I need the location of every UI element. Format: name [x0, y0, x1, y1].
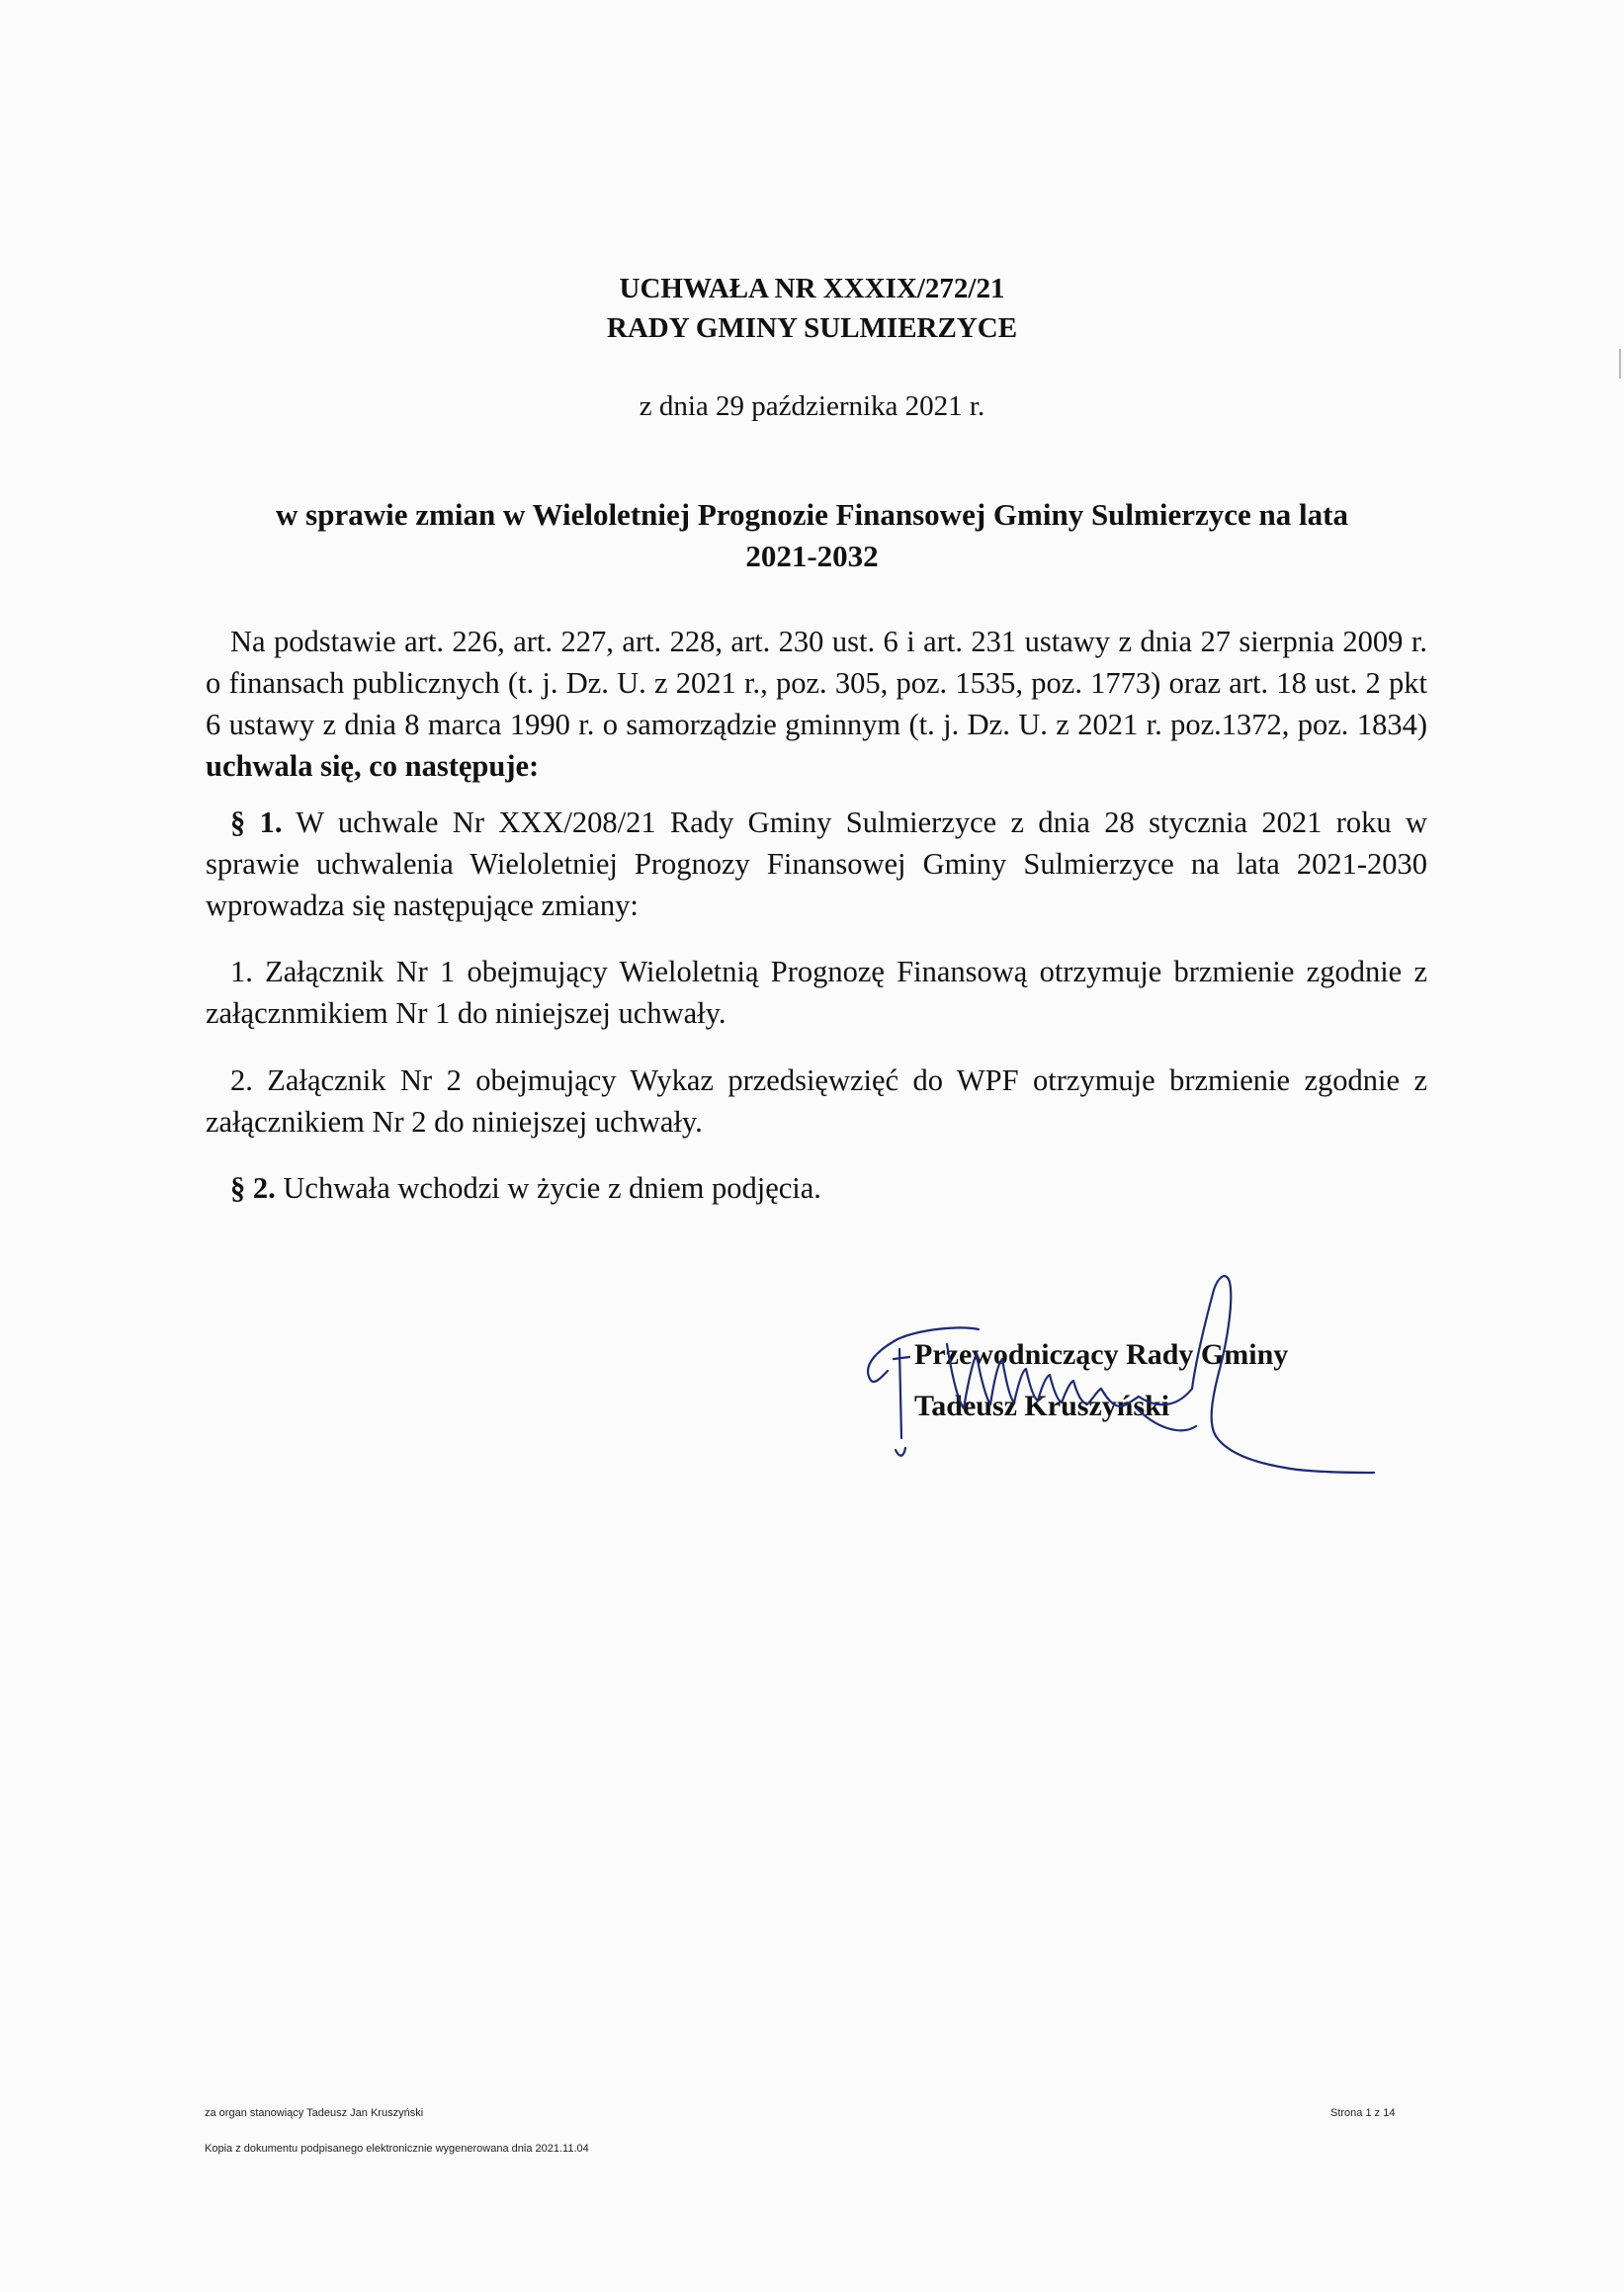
scan-edge-mark — [1619, 349, 1621, 379]
footer-copy-note: Kopia z dokumentu podpisanego elektronicznie wygenerowana dnia 2021.11.04 — [205, 2143, 589, 2155]
item-2: 2. Załącznik Nr 2 obejmujący Wykaz przedsięwzięć do WPF otrzymuje brzmienie zgodnie z załącznikiem Nr 2 do niniejszej uchwały. — [206, 1063, 1427, 1139]
council-name: RADY GMINY SULMIERZYCE — [606, 312, 1018, 344]
signatory-role: Przewodniczący Rady Gminy — [914, 1338, 1289, 1371]
footer-signed-by: za organ stanowiący Tadeusz Jan Kruszyński — [205, 2107, 424, 2119]
preamble-paragraph — [206, 621, 1427, 787]
section-1-paragraph — [206, 802, 1427, 926]
section-1-mark: § 1. — [230, 806, 283, 839]
subject-line-1: w sprawie zmian w Wieloletniej Prognozie Finansowej Gminy Sulmierzyce na lata — [276, 497, 1348, 532]
resolution-header — [0, 269, 1624, 348]
resolution-subject — [198, 494, 1426, 577]
resolution-date: z dnia 29 października 2021 r. — [639, 390, 985, 422]
preamble-text: Na podstawie art. 226, art. 227, art. 228, art. 230 ust. 6 i art. 231 ustawy z dnia 27 sierpnia 2009 r. o finansach publicznych (t. j. Dz. U. z 2021 r., poz. 305, poz. 1535, poz. 1773) oraz art. 18 ust. 2 pkt 6 ustawy z dnia 8 marca 1990 r. o samorządzie gminnym (t. j. Dz. U. z 2021 r. poz.1372, poz. 1834) — [206, 625, 1427, 741]
section-2-text: Uchwała wchodzi w życie z dniem podjęcia. — [275, 1171, 821, 1205]
resolution-title: UCHWAŁA NR XXXIX/272/21 — [619, 273, 1005, 304]
item-1: 1. Załącznik Nr 1 obejmujący Wieloletnią Prognozę Finansową otrzymuje brzmienie zgodnie z załącznmikiem Nr 1 do niniejszej uchwały. — [206, 955, 1427, 1030]
subject-line-2: 2021-2032 — [745, 539, 879, 573]
section-2-mark: § 2. — [230, 1171, 276, 1205]
handwritten-signature — [840, 1260, 1394, 1478]
section-2-paragraph — [206, 1167, 1427, 1209]
signatory-name: Tadeusz Kruszyński — [914, 1390, 1170, 1422]
footer-page-number: Strona 1 z 14 — [1330, 2107, 1396, 2119]
preamble-enacting-clause: uchwala się, co następuje: — [206, 749, 540, 783]
section-1-text: W uchwale Nr XXX/208/21 Rady Gminy Sulmierzyce z dnia 28 stycznia 2021 roku w sprawie uchwalenia Wieloletniej Prognozy Finansowej Gminy Sulmierzyce na lata 2021-2030 wprowadza się następujące zmiany: — [206, 806, 1427, 922]
